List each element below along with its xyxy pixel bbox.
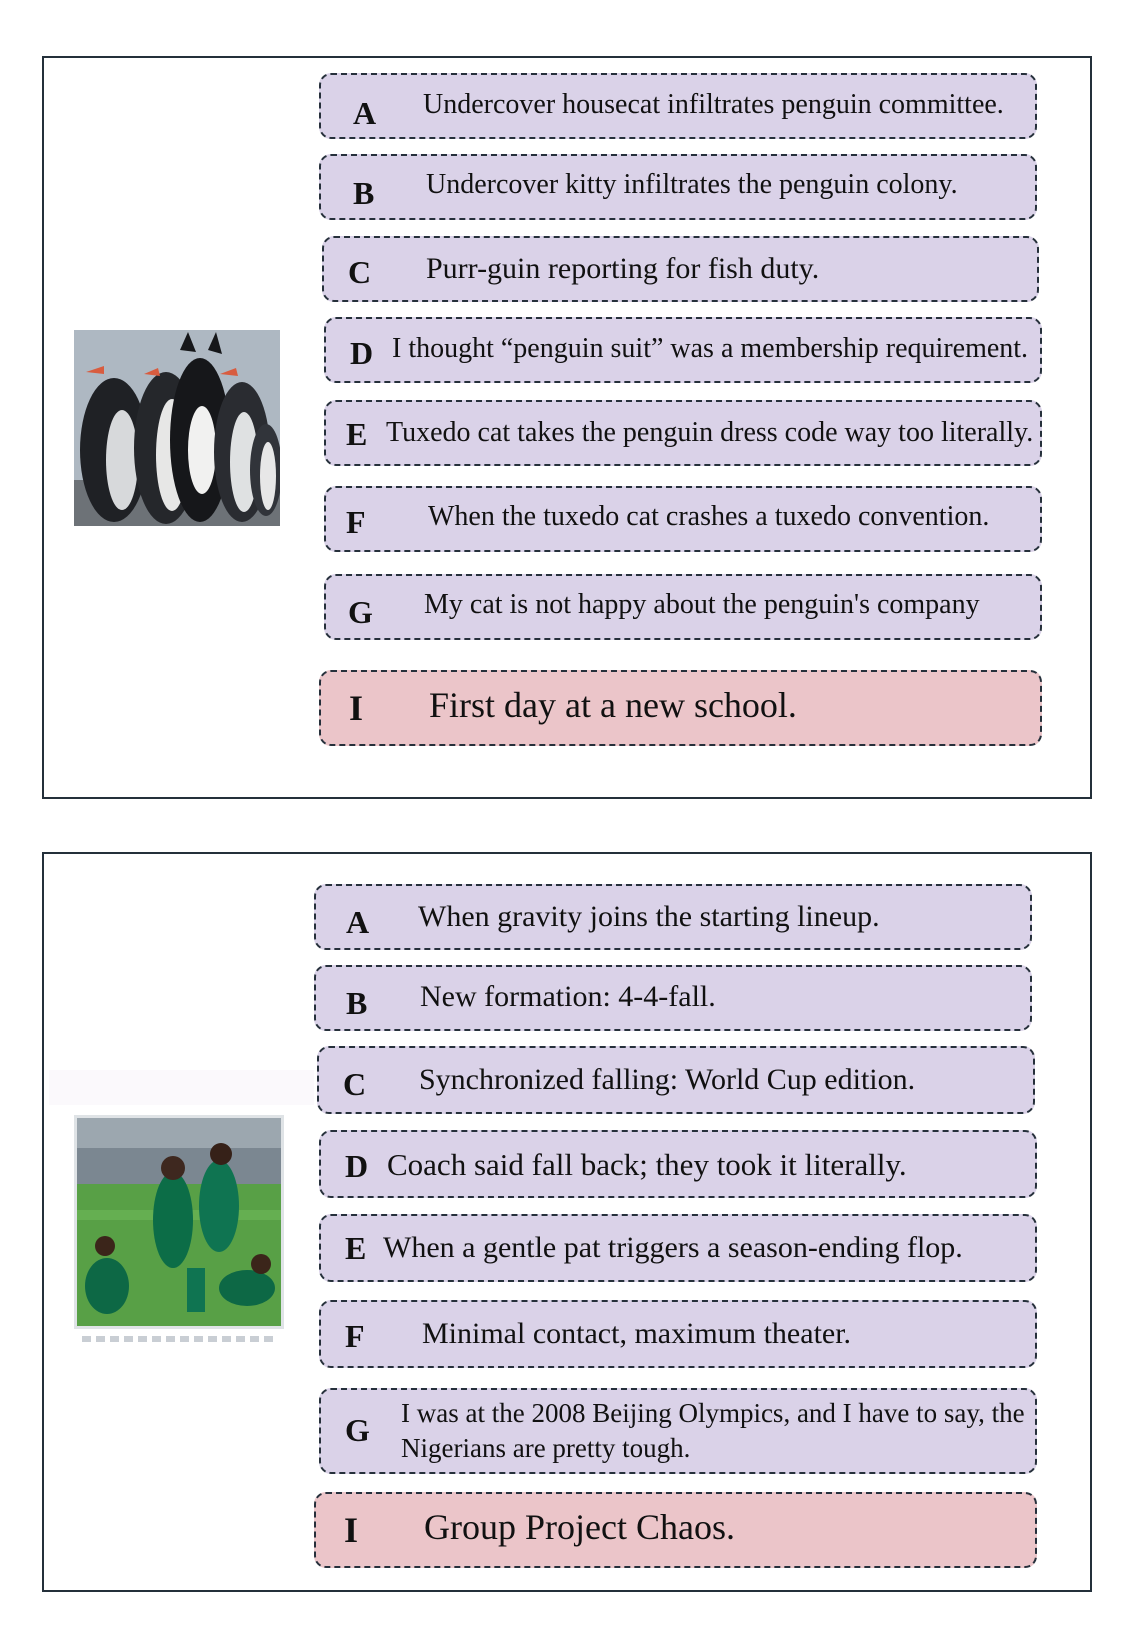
- option-text: Coach said fall back; they took it literally.: [387, 1147, 907, 1182]
- option-letter: G: [345, 1412, 370, 1448]
- caption-option-c[interactable]: [317, 1046, 1035, 1114]
- option-text: Undercover housecat infiltrates penguin committee.: [423, 89, 1004, 120]
- penguins-cat-photo: [74, 330, 280, 526]
- caption-option-d[interactable]: [319, 1130, 1037, 1198]
- caption-option-e[interactable]: [319, 1214, 1037, 1282]
- caption-option-i-answer[interactable]: [314, 1492, 1037, 1568]
- option-text: I thought “penguin suit” was a membership requirement.: [392, 333, 1029, 364]
- option-letter: D: [345, 1148, 369, 1184]
- option-text: Undercover kitty infiltrates the penguin colony.: [426, 169, 958, 200]
- photo-frame: [49, 1070, 314, 1105]
- option-letter: B: [353, 175, 375, 211]
- option-text: My cat is not happy about the penguin's company: [424, 589, 980, 620]
- caption-option-b[interactable]: [319, 154, 1037, 220]
- option-letter: I: [344, 1510, 359, 1550]
- caption-panel-penguins: [42, 56, 1092, 799]
- option-letter: C: [343, 1066, 367, 1102]
- option-text: Group Project Chaos.: [424, 1507, 735, 1547]
- option-letter: G: [348, 594, 373, 630]
- option-letter: I: [349, 688, 364, 728]
- option-letter: A: [346, 904, 370, 940]
- option-text: When the tuxedo cat crashes a tuxedo convention.: [428, 501, 990, 532]
- option-letter: D: [350, 335, 374, 371]
- caption-option-f[interactable]: [324, 486, 1042, 552]
- caption-option-f[interactable]: [319, 1300, 1037, 1368]
- option-letter: C: [348, 254, 372, 290]
- caption-panel-soccer: [42, 852, 1092, 1592]
- caption-option-a[interactable]: [319, 73, 1037, 139]
- option-text: I was at the 2008 Beijing Olympics, and I have to say, the Nigerians are pretty tough.: [401, 1398, 1025, 1463]
- caption-option-c[interactable]: [322, 236, 1039, 302]
- caption-option-b[interactable]: [314, 965, 1032, 1031]
- caption-option-g[interactable]: [319, 1388, 1037, 1474]
- option-letter: E: [345, 1230, 367, 1266]
- option-text: New formation: 4-4-fall.: [420, 980, 716, 1013]
- option-text: When gravity joins the starting lineup.: [418, 900, 880, 933]
- photo-caption-strip: [82, 1336, 277, 1342]
- option-letter: F: [346, 504, 366, 540]
- caption-option-g[interactable]: [324, 574, 1042, 640]
- caption-option-a[interactable]: [314, 884, 1032, 950]
- caption-option-i-answer[interactable]: [319, 670, 1042, 746]
- option-text: When a gentle pat triggers a season-ending flop.: [383, 1231, 963, 1264]
- option-text: First day at a new school.: [429, 685, 797, 725]
- option-text: Tuxedo cat takes the penguin dress code way too literally.: [386, 417, 1034, 448]
- option-letter: A: [353, 95, 377, 131]
- option-text: Minimal contact, maximum theater.: [422, 1317, 852, 1350]
- option-text: Purr-guin reporting for fish duty.: [426, 252, 820, 285]
- option-letter: B: [346, 985, 368, 1021]
- option-letter: E: [346, 416, 368, 452]
- option-letter: F: [345, 1318, 365, 1354]
- caption-option-e[interactable]: [324, 400, 1042, 466]
- option-text: Synchronized falling: World Cup edition.: [419, 1063, 916, 1096]
- caption-option-d[interactable]: [324, 317, 1042, 383]
- soccer-players-photo: [74, 1115, 284, 1329]
